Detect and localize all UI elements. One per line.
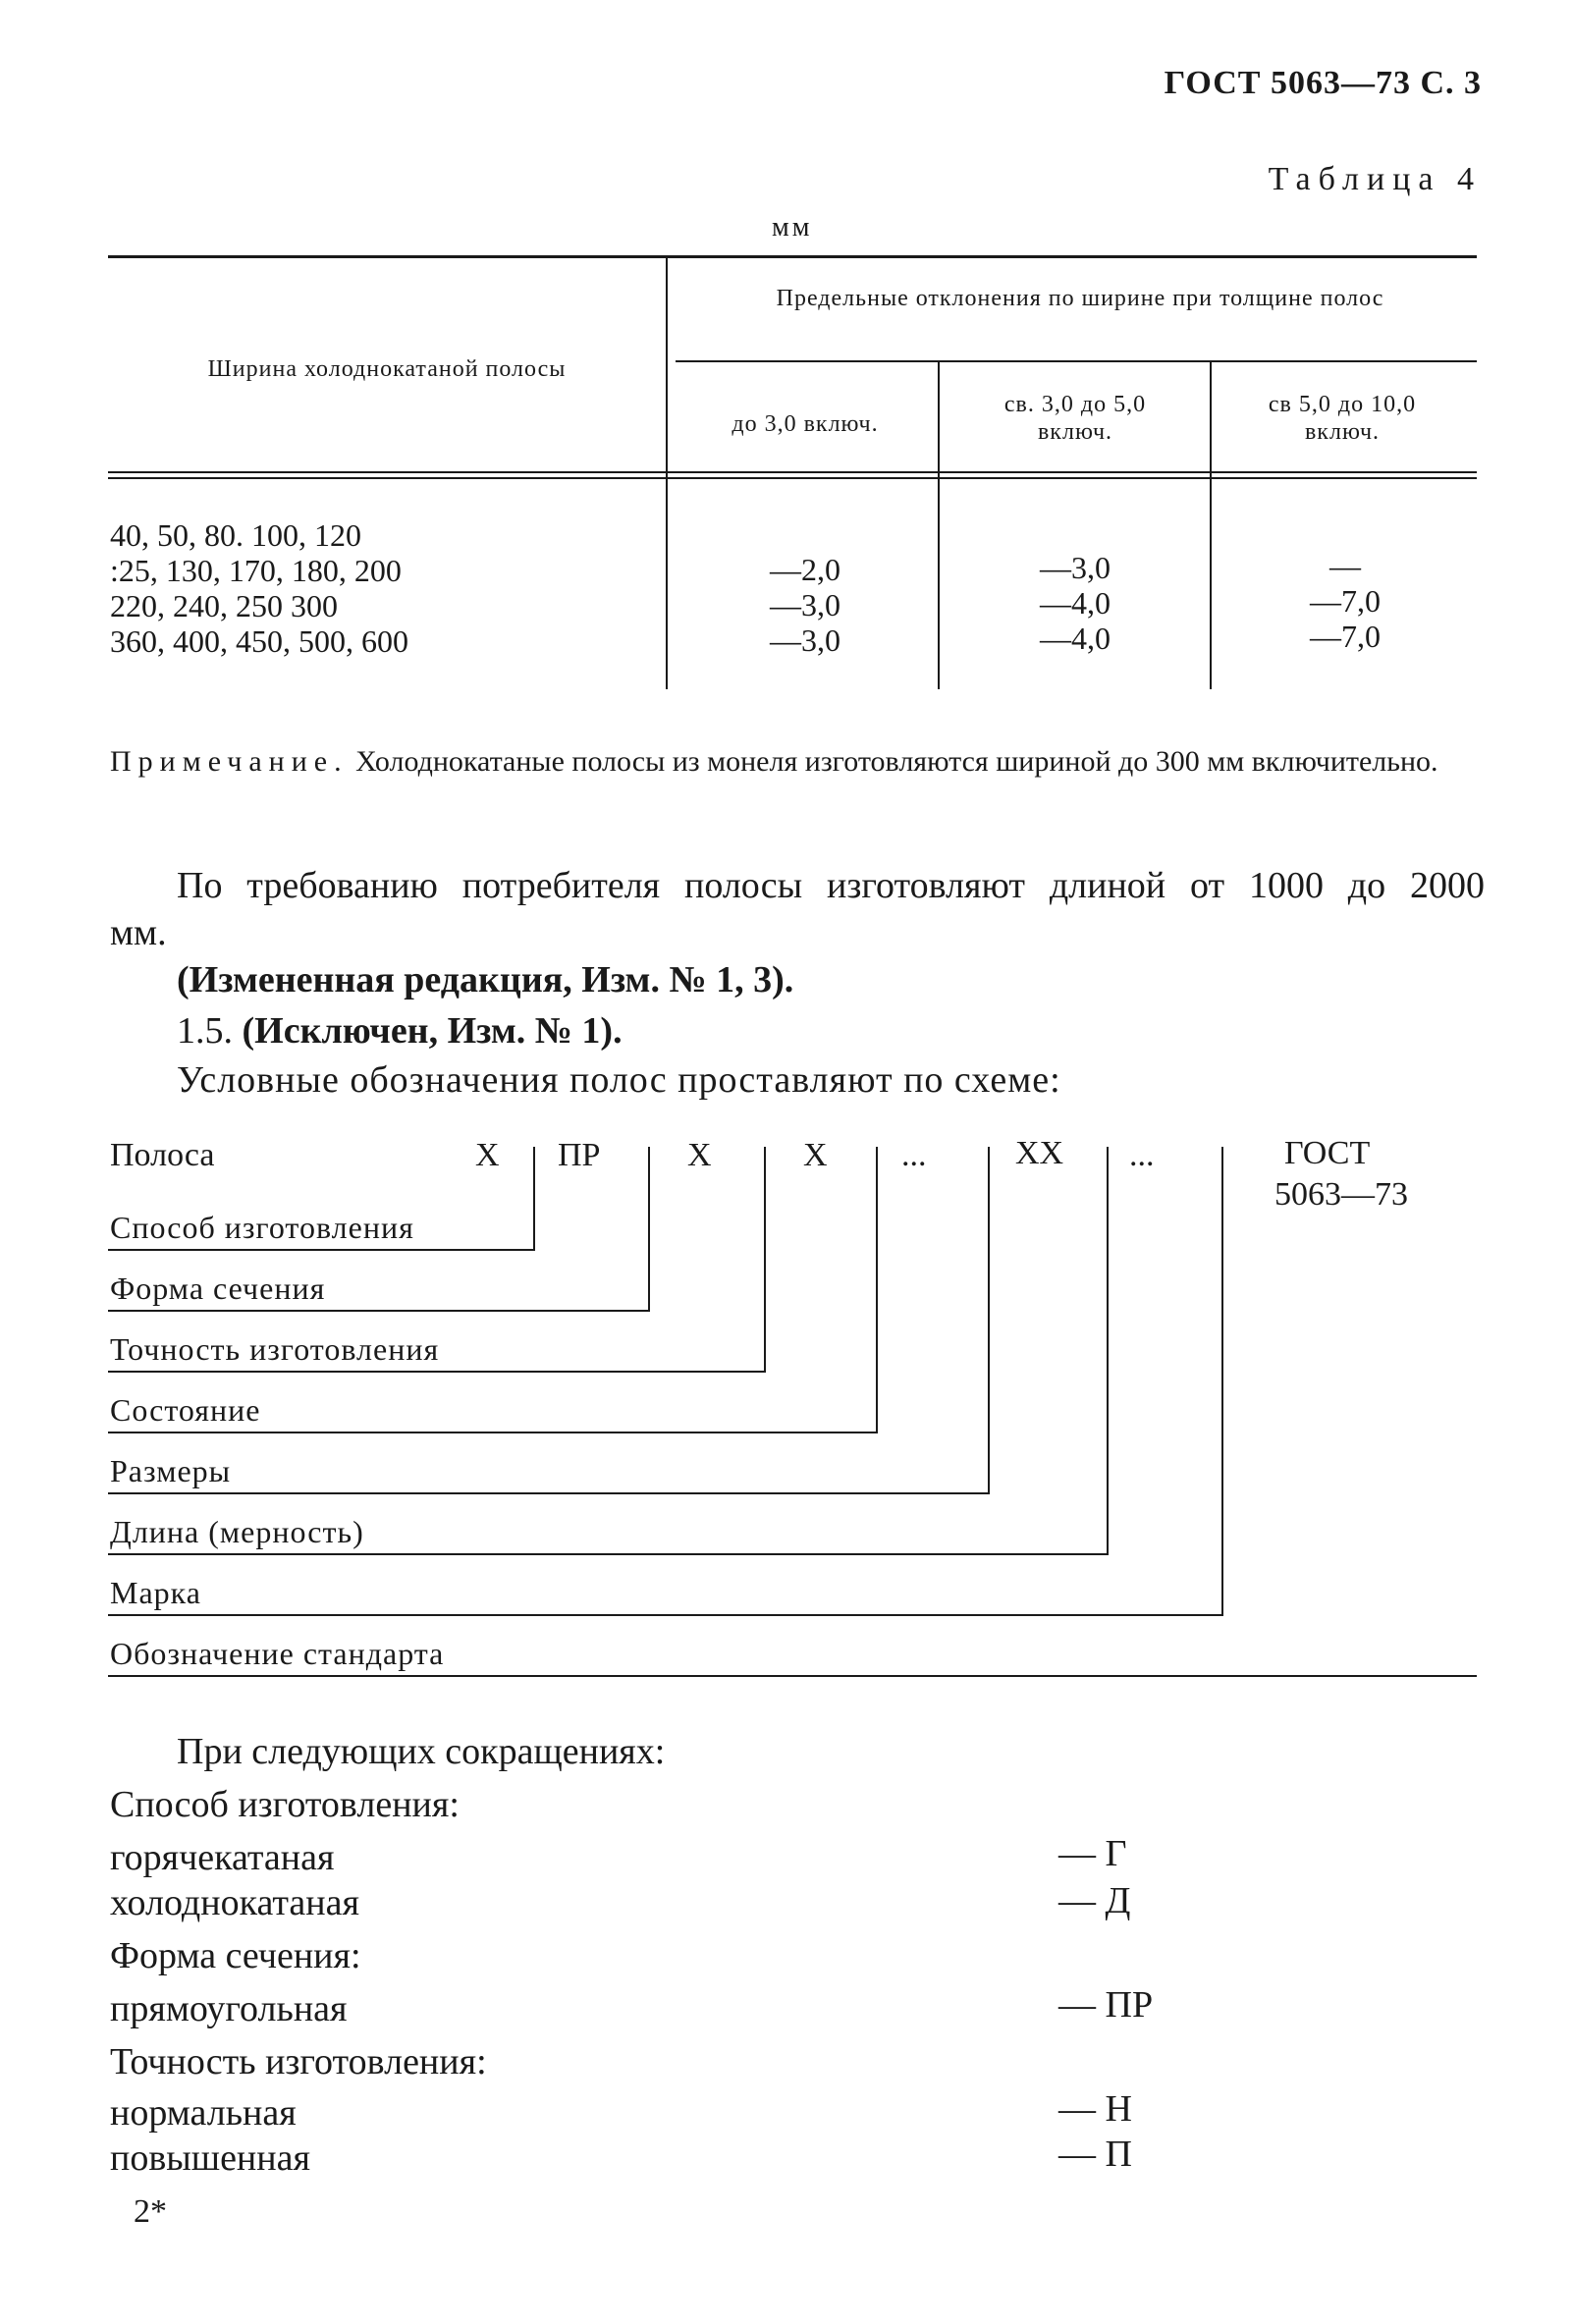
scheme-vline-1 — [533, 1147, 535, 1249]
amendment-note: (Измененная редакция, Изм. № 1, 3). — [177, 959, 794, 1000]
table-row-width: 360, 400, 450, 500, 600 — [110, 623, 408, 659]
table-row-width: 220, 240, 250 300 — [110, 588, 338, 623]
abbr-item-code: — Д — [1058, 1880, 1131, 1921]
scheme-gost-number: 5063—73 — [1274, 1176, 1408, 1213]
scheme-label-dimensions: Размеры — [110, 1453, 232, 1488]
table-group-rule — [676, 360, 1477, 362]
table-cell: —7,0 — [1310, 583, 1381, 619]
table-vrule-1 — [666, 257, 668, 689]
table-vrule-2 — [938, 362, 940, 689]
sub-header-3: св 5,0 до 10,0 включ. — [1268, 392, 1417, 445]
scheme-vline-6 — [1107, 1147, 1109, 1553]
value-column-3 — [1218, 548, 1473, 654]
scheme-hline-8 — [108, 1675, 1477, 1677]
table-top-rule — [108, 255, 1477, 258]
clause-text: (Исключен, Изм. № 1). — [242, 1010, 623, 1052]
abbr-item-name: нормальная — [110, 2092, 297, 2134]
abbr-item-name: повышенная — [110, 2137, 310, 2179]
table-row-width: 40, 50, 80. 100, 120 — [110, 517, 361, 553]
table-row-width: :25, 130, 170, 180, 200 — [110, 553, 402, 588]
table-header-rule-1 — [108, 471, 1477, 473]
scheme-x-2: Х — [687, 1137, 712, 1173]
abbr-group-title: Точность изготовления: — [110, 2041, 487, 2082]
abbr-group-title: Форма сечения: — [110, 1935, 361, 1976]
table-cell: —7,0 — [1310, 619, 1381, 654]
scheme-dots-1: ... — [901, 1137, 927, 1173]
scheme-vline-5 — [988, 1147, 990, 1492]
scheme-label-section: Форма сечения — [110, 1270, 326, 1306]
table-cell: —4,0 — [1040, 585, 1111, 621]
table-number: Таблица 4 — [1268, 161, 1482, 197]
table-vrule-3 — [1210, 362, 1212, 689]
table-cell: —4,0 — [1040, 621, 1111, 656]
scheme-x-1: Х — [475, 1137, 500, 1173]
scheme-vline-7 — [1221, 1147, 1223, 1614]
abbr-item-name: горячекатаная — [110, 1837, 335, 1878]
scheme-label-standard: Обозначение стандарта — [110, 1636, 445, 1671]
abbr-item-code: — Г — [1058, 1833, 1127, 1874]
scheme-label-state: Состояние — [110, 1392, 261, 1428]
value-column-2 — [948, 550, 1203, 656]
table-header-rule-2 — [108, 477, 1477, 479]
scheme-intro: Условные обозначения полос проставляют по схеме: — [177, 1059, 1061, 1101]
clause-1-5 — [177, 1007, 623, 1054]
scheme-hline-1 — [108, 1249, 535, 1251]
abbr-item-name: холоднокатаная — [110, 1882, 359, 1923]
abbr-item-code: — П — [1058, 2134, 1132, 2175]
abbr-item-name: прямоугольная — [110, 1988, 348, 2029]
table-cell: — — [1329, 548, 1361, 583]
scheme-hline-7 — [108, 1614, 1223, 1616]
scheme-hline-5 — [108, 1492, 990, 1494]
scheme-hline-2 — [108, 1310, 650, 1312]
abbr-item-code: — Н — [1058, 2088, 1132, 2130]
scheme-xx: ХХ — [1015, 1135, 1064, 1171]
abbr-item-code: — ПР — [1058, 1984, 1154, 2026]
scheme-hline-6 — [108, 1553, 1109, 1555]
table-unit: мм — [772, 212, 813, 243]
page-signature: 2* — [134, 2193, 167, 2230]
scheme-label-accuracy: Точность изготовления — [110, 1331, 440, 1367]
scheme-dots-2: ... — [1129, 1137, 1155, 1173]
note-text: Холоднокатаные полосы из монеля изготовляются шириной до 300 мм включительно. — [355, 745, 1438, 778]
scheme-label-grade: Марка — [110, 1575, 201, 1610]
scheme-gost: ГОСТ — [1284, 1135, 1371, 1171]
scheme-vline-4 — [876, 1147, 878, 1432]
table-cell: —3,0 — [770, 622, 840, 658]
scheme-vline-2 — [648, 1147, 650, 1310]
width-column — [110, 517, 660, 659]
sub-header-1: до 3,0 включ. — [732, 411, 879, 437]
scheme-vline-3 — [764, 1147, 766, 1371]
value-column-1 — [678, 552, 933, 658]
scheme-x-3: Х — [803, 1137, 828, 1173]
col-width-header: Ширина холоднокатаной полосы — [207, 356, 567, 382]
col-group-header: Предельные отклонения по ширине при толщине полос — [776, 286, 1384, 311]
scheme-pr: ПР — [558, 1137, 601, 1173]
scheme-hline-4 — [108, 1432, 878, 1433]
table-cell: —2,0 — [770, 552, 840, 587]
scheme-label-length: Длина (мерность) — [110, 1514, 364, 1549]
abbr-intro: При следующих сокращениях: — [177, 1731, 666, 1772]
scheme-polosa: Полоса — [110, 1137, 215, 1173]
page-reference: ГОСТ 5063—73 С. 3 — [1164, 65, 1482, 101]
table-cell: —3,0 — [1040, 550, 1111, 585]
note-label: Примечание. — [110, 745, 349, 778]
scheme-label-manufacture: Способ изготовления — [110, 1210, 414, 1245]
abbr-group-title: Способ изготовления: — [110, 1784, 460, 1825]
table-cell: —3,0 — [770, 587, 840, 622]
paragraph-length: По требованию потребителя полосы изготовляют длиной от 1000 до 2000 мм. — [110, 865, 1485, 953]
table-note — [110, 742, 1485, 782]
scheme-hline-3 — [108, 1371, 766, 1373]
clause-number: 1.5. — [177, 1010, 233, 1052]
sub-header-2: св. 3,0 до 5,0 включ. — [1003, 392, 1147, 445]
